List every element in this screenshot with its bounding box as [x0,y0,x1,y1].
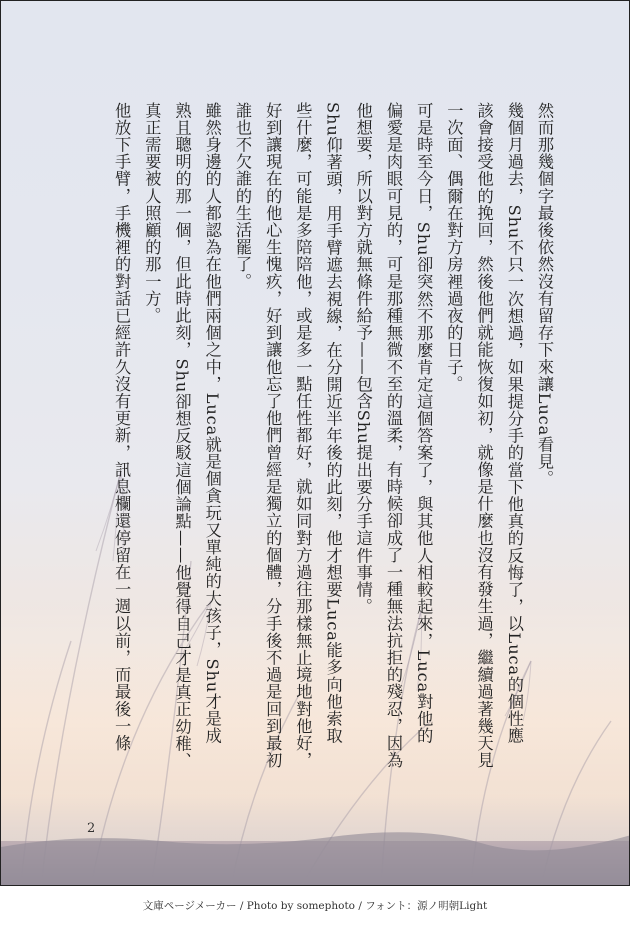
paragraph-line: 一次面、偶爾在對方房裡過夜的日子。 [444,102,464,393]
vertical-text-body [106,102,559,802]
paragraph-line: 然而那幾個字最後依然沒有留存下來讓Luca看見。 [535,102,554,488]
page-number: 2 [87,821,96,836]
paragraph-line: 該會接受他的挽回，然後他們就能恢復如初，就像是什麼也沒有發生過，繼續過著幾天見 [474,102,494,769]
paragraph-line: 些什麼，可能是多陪陪他，或是多一點任性都好，就如同對方過往那樣無止境地對他好， [293,102,313,769]
paragraph-line: 雖然身邊的人都認為在他們兩個之中，Luca就是個貪玩又單純的大孩子，Shu才是成 [202,102,222,745]
paragraph-line: 誰也不欠誰的生活罷了。 [232,102,252,291]
paragraph-line: 他想要，所以對方就無條件給予——包含Shu提出要分手這件事情。 [353,102,373,616]
paragraph-line: 他放下手臂，手機裡的對話已經許久沒有更新，訊息欄還停留在一週以前，而最後一條 [112,102,132,752]
paragraph-line: 熟且聰明的那一個，但此時此刻，Shu卻想反駁這個論點——他覺得自己才是真正幼稚、 [172,102,192,770]
paragraph-line: 真正需要被人照顧的那一方。 [142,102,162,325]
footer-credit: 文庫ページメーカー / Photo by somephoto / フォント：源ノ明朝Light [142,900,488,912]
paragraph-line: 好到讓現在的他心生愧疚，好到讓他忘了他們曾經是獨立的個體，分手後不過是回到最初 [263,102,283,769]
paragraph-line: Shu仰著頭，用手臂遮去視線，在分開近半年後的此刻，他才想要Luca能多向他索取 [323,102,343,745]
paragraph-line: 可是時至今日，Shu卻突然不那麼肯定這個答案了，與其他人相較起來，Luca對他的 [414,102,434,745]
paragraph-line: 偏愛是肉眼可見的，可是那種無微不至的溫柔，有時候卻成了一種無法抗拒的殘忍，因為 [383,102,403,769]
paragraph-line: 幾個月過去，Shu不只一次想過，如果提分手的當下他真的反悔了，以Luca的個性應 [504,102,524,745]
